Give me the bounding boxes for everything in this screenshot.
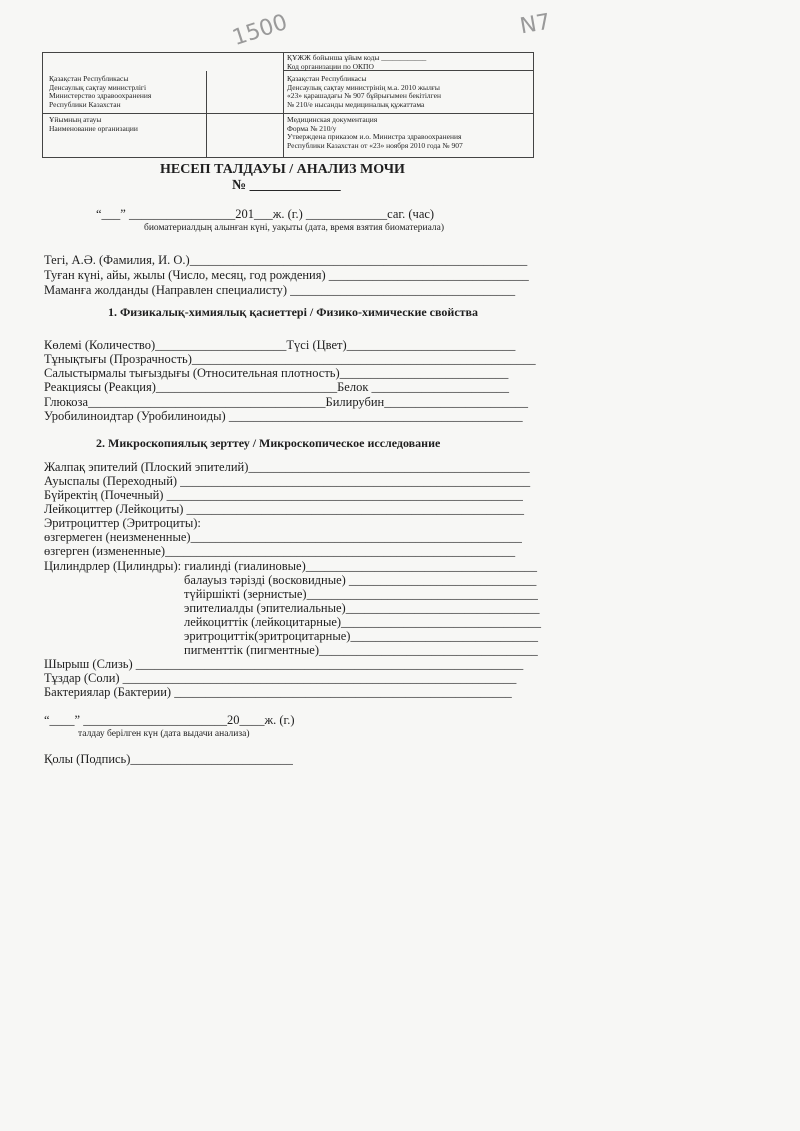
approval-line: Утверждена приказом и.о. Министра здравоохранения (287, 132, 462, 142)
okpo-kk: ҚҰЖЖ бойынша ұйым коды ____________ (287, 53, 427, 62)
field-unchanged: өзгермеген (неизмененные)_____________________________________________________ (44, 530, 522, 544)
field-flat-epithelium: Жалпақ эпителий (Плоский эпителий)_____________________________________________ (44, 460, 530, 474)
field-cyl-erythrocyte: эритроциттік(эритроцитарные)______________________________ (184, 629, 538, 643)
field-cyl-waxy: балауыз тәрізді (восковидные) ______________________________ (184, 573, 537, 587)
ministry-line: Денсаулық сақтау министрлігі (49, 82, 147, 92)
section1-title: 1. Физикалық-химиялық қасиеттері / Физико-химические свойства (108, 305, 479, 319)
form-title: НЕСЕП ТАЛДАУЫ / АНАЛИЗ МОЧИ (160, 162, 405, 177)
field-mucus: Шырыш (Слизь) ______________________________________________________________ (44, 657, 524, 671)
org-line: Наименование организации (49, 123, 138, 133)
approval-line: № 210/е нысанды медициналық құжаттама (287, 99, 425, 109)
field-reaction-protein: Реакциясы (Реакция)_____________________________Белок ______________________ (44, 380, 510, 394)
approval-line: Форма № 210/у (287, 123, 337, 133)
section2-title: 2. Микроскопиялық зерттеу / Микроскопическое исследование (96, 436, 441, 450)
field-cylinders-hyaline: Цилиндрлер (Цилиндры): гиалинді (гиалиновые)_____________________________________ (44, 559, 538, 573)
approval-line: Республики Казахстан от «23» ноября 2010 года № 907 (287, 140, 463, 150)
field-density: Салыстырмалы тығыздығы (Относительная плотность)___________________________ (44, 366, 509, 380)
approval-line: «23» қарашадағы № 907 бұйрығымен бекітілген (287, 91, 441, 101)
field-cyl-granular: түйіршікті (зернистые)_____________________________________ (184, 587, 538, 601)
ministry-line: Республики Казахстан (49, 99, 121, 109)
approval-line: Денсаулық сақтау министрінің м.а. 2010 жылғы (287, 82, 440, 92)
issue-date-caption: талдау берілген күн (дата выдачи анализа) (78, 729, 250, 739)
field-renal: Бүйректің (Почечный) _________________________________________________________ (44, 488, 523, 502)
okpo-cell (283, 53, 533, 71)
ministry-line: Министерство здравоохранения (49, 91, 152, 101)
sample-date-line: “___” _________________201___ж. (г.) _____________саг. (час) (96, 207, 435, 221)
field-changed: өзгерген (измененные)________________________________________________________ (44, 544, 516, 558)
okpo-ru: Код организации по ОКПО (287, 61, 374, 71)
field-salts: Тұздар (Соли) _______________________________________________________________ (44, 671, 517, 685)
field-transitional: Ауыспалы (Переходный) ________________________________________________________ (44, 474, 531, 488)
patient-birthdate: Туған күні, айы, жылы (Число, месяц, год рождения) ________________________________ (44, 268, 529, 282)
field-glucose-bilirubin: Глюкоза______________________________________Билирубин_______________________ (44, 395, 528, 409)
org-line: Ұйымның атауы (49, 115, 102, 124)
field-cyl-pigment: пигменттік (пигментные)___________________________________ (184, 643, 538, 657)
field-cyl-leukocyte: лейкоциттік (лейкоцитарные)________________________________ (184, 615, 542, 629)
approval-ru-cell (287, 116, 463, 150)
org-name-cell (49, 116, 138, 133)
field-erythrocytes: Эритроциттер (Эритроциты): (44, 516, 201, 530)
patient-name: Тегі, А.Ә. (Фамилия, И. О.)______________________________________________________ (44, 253, 528, 267)
field-bacteria: Бактериялар (Бактерии) ______________________________________________________ (44, 685, 512, 699)
ministry-cell (49, 75, 151, 109)
field-transparency: Тұнықтығы (Прозрачность)_______________________________________________________ (44, 352, 536, 366)
field-cyl-epithelial: эпителиалды (эпителиальные)_______________________________ (184, 601, 540, 615)
ministry-line: Қазақстан Республикасы (49, 74, 129, 83)
approval-kk-cell (287, 75, 441, 109)
referred-to: Маманға жолданды (Направлен специалисту) ____________________________________ (44, 283, 516, 297)
field-leukocytes: Лейкоциттер (Лейкоциты) ______________________________________________________ (44, 502, 525, 516)
signature-line: Қолы (Подпись)__________________________ (44, 752, 293, 766)
header-box (42, 52, 534, 158)
sample-date-caption: биоматериалдың алынған күні, уақыты (дата, время взятия биоматериала) (144, 223, 445, 233)
approval-line: Қазақстан Республикасы (287, 74, 367, 83)
field-urobilinoids: Уробилиноидтар (Уробилиноиды) _______________________________________________ (44, 409, 523, 423)
handwritten-mark: N7 (518, 9, 553, 40)
approval-line: Медицинская документация (287, 115, 378, 124)
field-quantity-color: Көлемі (Количество)_____________________Түсі (Цвет)___________________________ (44, 338, 516, 352)
form-number: № _____________ (232, 178, 341, 193)
handwritten-number: 1500 (229, 9, 291, 52)
issue-date-line: “____” _______________________20____ж. (г.) (44, 713, 295, 727)
